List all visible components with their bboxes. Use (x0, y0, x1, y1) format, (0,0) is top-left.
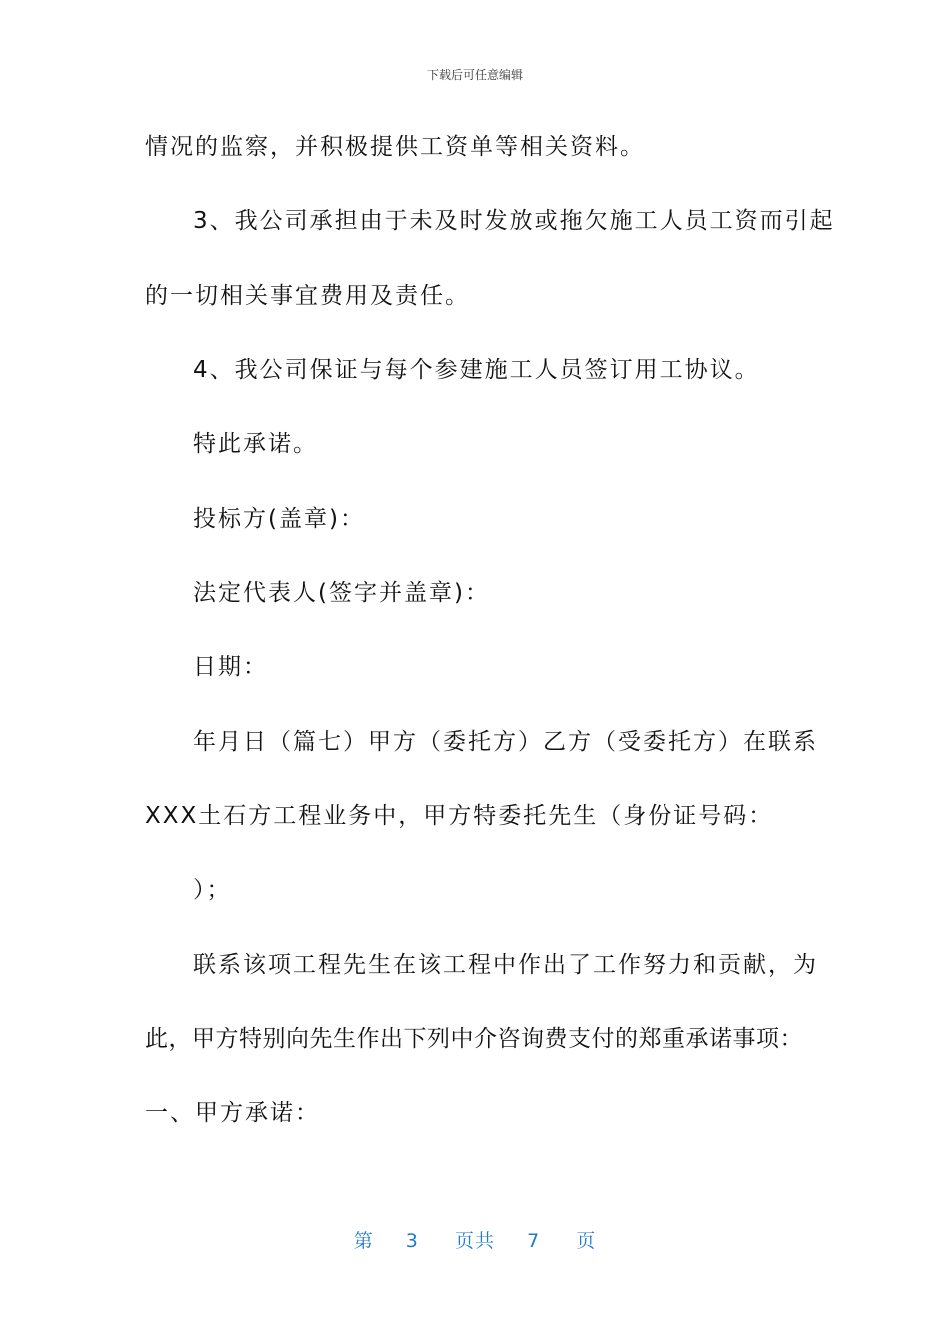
paragraph-line: 联系该项工程先生在该工程中作出了工作努力和贡献，为 (193, 952, 818, 978)
paragraph-line: 一、甲方承诺： (145, 1100, 320, 1126)
paragraph-line: 此，甲方特别向先生作出下列中介咨询费支付的郑重承诺事项： (145, 1026, 803, 1052)
footer-suffix: 页 (576, 1230, 597, 1252)
paragraph-line: 3、我公司承担由于未及时发放或拖欠施工人员工资而引起 (193, 208, 835, 234)
paragraph-line: 的一切相关事宜费用及责任。 (145, 283, 470, 309)
paragraph-line: 投标方(盖章)： (193, 506, 365, 532)
page-footer (0, 1226, 950, 1253)
paragraph-line: 特此承诺。 (193, 431, 318, 457)
paragraph-line: 4、我公司保证与每个参建施工人员签订用工协议。 (193, 357, 760, 383)
paragraph-line: 日期： (193, 654, 268, 680)
footer-prefix: 第 (353, 1230, 374, 1252)
footer-middle: 页共 (454, 1230, 495, 1252)
footer-total-pages: 7 (527, 1230, 541, 1252)
paragraph-line: 年月日（篇七）甲方（委托方）乙方（受委托方）在联系 (193, 729, 818, 755)
paragraph-line: 法定代表人(签字并盖章)： (193, 580, 490, 606)
page-header: 下载后可任意编辑 (426, 68, 523, 82)
paragraph-line: 情况的监察，并积极提供工资单等相关资料。 (145, 134, 645, 160)
footer-page-number: 3 (405, 1230, 419, 1252)
paragraph-line: ）； (193, 877, 232, 903)
paragraph-line: XXX土石方工程业务中，甲方特委托先生（身份证号码： (145, 803, 774, 829)
